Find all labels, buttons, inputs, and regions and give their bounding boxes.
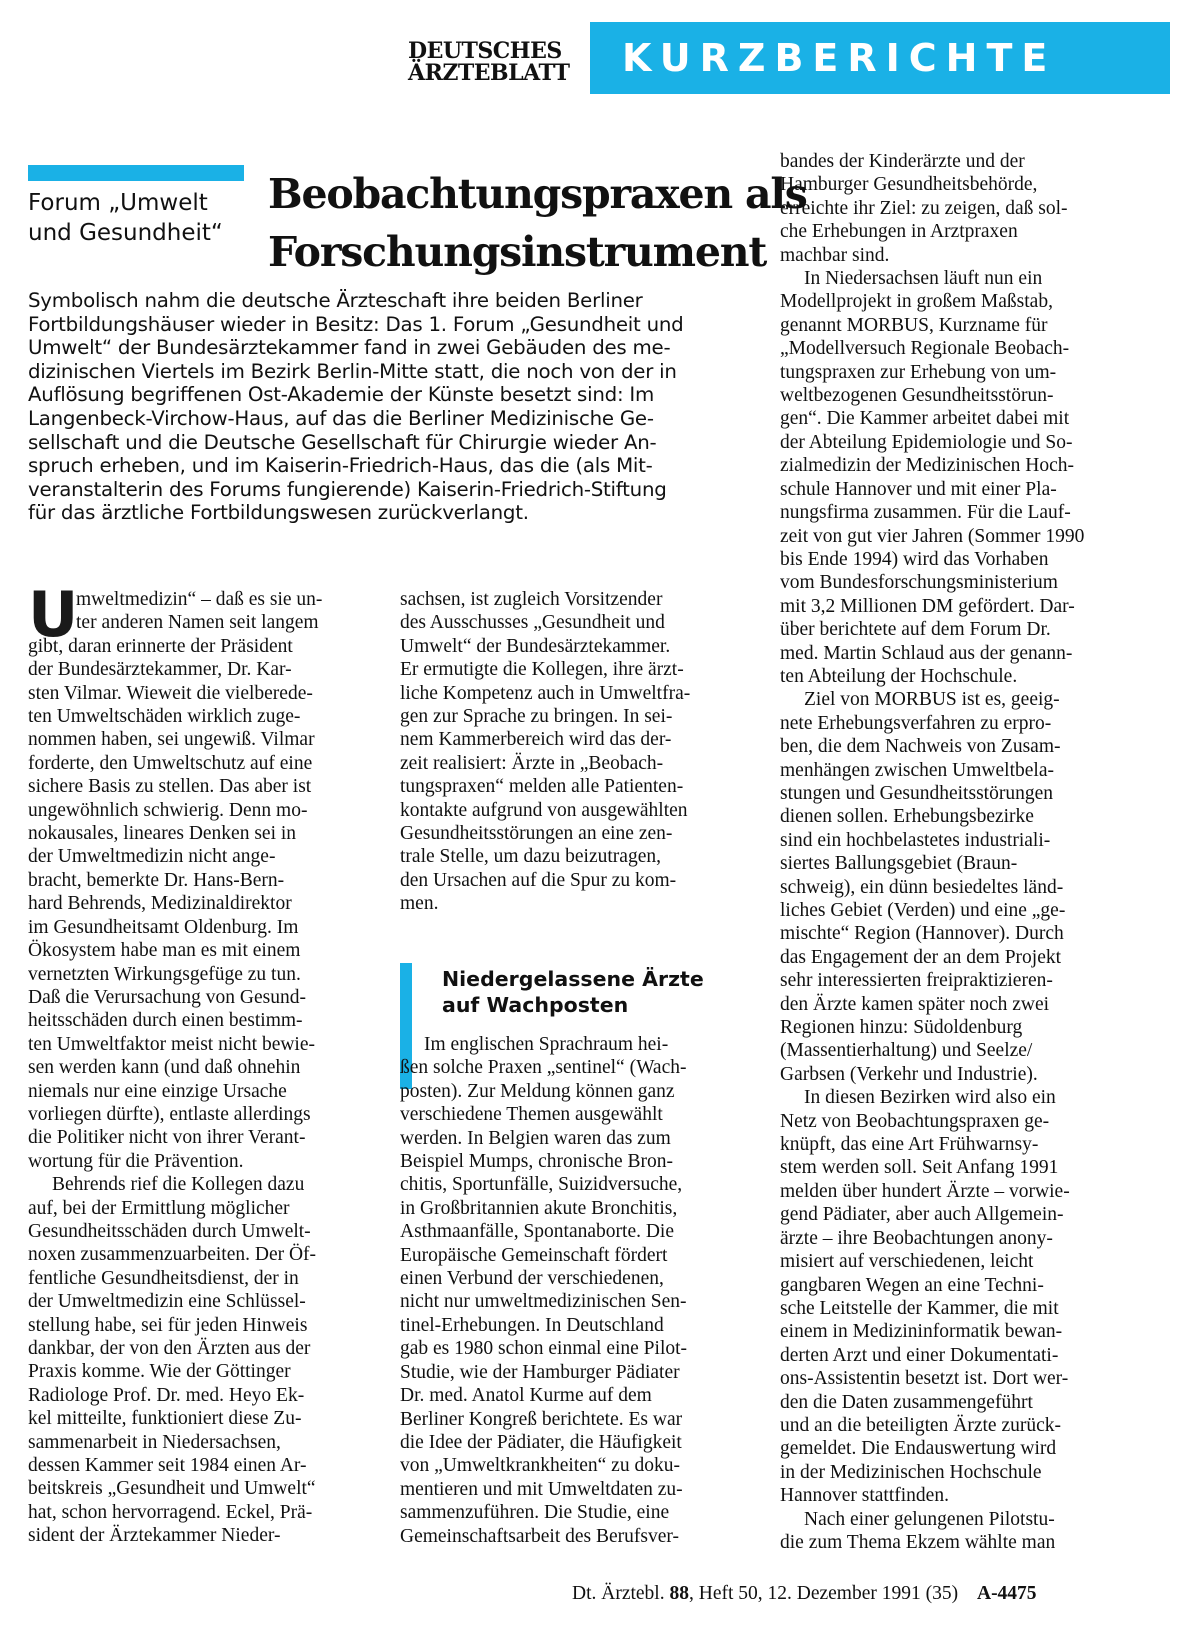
text-line: heitsschäden durch einen bestimm- xyxy=(28,1010,303,1032)
text-line: gab es 1980 schon einmal eine Pilot- xyxy=(400,1338,688,1360)
text-line: schweig), ein dünn besiedeltes länd- xyxy=(780,876,1064,898)
text-line: über berichtete auf dem Forum Dr. xyxy=(780,619,1051,641)
text-line: Beispiel Mumps, chronische Bron- xyxy=(400,1151,673,1173)
text-line: menhängen zwischen Umweltbela- xyxy=(780,759,1054,781)
forum-label xyxy=(28,188,258,248)
lead-paragraph xyxy=(28,289,758,525)
text-line: med. Martin Schlaud aus der genann- xyxy=(780,642,1073,664)
lead-line: sellschaft und die Deutsche Gesellschaft für Chirurgie wieder An- xyxy=(28,430,657,454)
text-line: stellung habe, sei für jeden Hinweis xyxy=(28,1314,308,1336)
lead-line: spruch erheben, und im Kaiserin-Friedrich-Haus, das die (als Mit- xyxy=(28,454,653,478)
forum-accent-bar xyxy=(28,165,244,181)
text-line: derten Arzt und einer Dokumentati- xyxy=(780,1344,1059,1366)
lead-line: dizinischen Viertels im Bezirk Berlin-Mitte statt, die noch von der in xyxy=(28,359,677,383)
text-line: erreichte ihr Ziel: zu zeigen, daß sol- xyxy=(780,197,1068,219)
text-line: mit 3,2 Millionen DM gefördert. Dar- xyxy=(780,595,1075,617)
text-line: knüpft, das eine Art Frühwarnsy- xyxy=(780,1134,1039,1156)
footer-journal: Dt. Ärztebl. xyxy=(572,1583,665,1604)
text-line: Praxis komme. Wie der Göttinger xyxy=(28,1361,291,1383)
text-line: Modellprojekt in großem Maßstab, xyxy=(780,291,1053,313)
text-line: weltbezogenen Gesundheitsstörun- xyxy=(780,385,1054,407)
text-line: trale Stelle, um dazu beizutragen, xyxy=(400,846,661,868)
text-line: stem werden soll. Seit Anfang 1991 xyxy=(780,1157,1059,1179)
text-line: einen Verbund der verschiedenen, xyxy=(400,1268,664,1290)
subheading-line-2: auf Wachposten xyxy=(442,993,629,1017)
text-line: bracht, bemerkte Dr. Hans-Bern- xyxy=(28,869,285,891)
text-line: forderte, den Umweltschutz auf eine xyxy=(28,752,313,774)
page-footer xyxy=(572,1583,1152,1605)
text-line: nem Kammerbereich wird das der- xyxy=(400,729,672,751)
text-line: ten Umweltfaktor meist nicht bewie- xyxy=(28,1033,315,1055)
text-line: kontakte aufgrund von ausgewählten xyxy=(400,799,688,821)
text-line: Ziel von MORBUS ist es, geeig- xyxy=(804,689,1060,711)
text-line: zialmedizin der Medizinischen Hoch- xyxy=(780,455,1075,477)
text-line: kel mitteilte, funktioniert diese Zu- xyxy=(28,1408,302,1430)
text-line: Gesundheitsstörungen an eine zen- xyxy=(400,823,673,845)
text-line: die Politiker nicht von ihrer Verant- xyxy=(28,1127,306,1149)
text-line: den Ursachen auf die Spur zu kom- xyxy=(400,869,677,891)
text-line: bis Ende 1994) wird das Vorhaben xyxy=(780,548,1049,570)
text-line: Asthmaanfälle, Spontanaborte. Die xyxy=(400,1221,674,1243)
text-line: liche Kompetenz auch in Umweltfra- xyxy=(400,682,691,704)
text-line: Garbsen (Verkehr und Industrie). xyxy=(780,1063,1038,1085)
text-line: posten). Zur Meldung können ganz xyxy=(400,1080,675,1102)
footer-volume: 88 xyxy=(669,1583,689,1604)
subheading xyxy=(442,966,742,1018)
lead-line: Symbolisch nahm die deutsche Ärzteschaft ihre beiden Berliner xyxy=(28,289,643,312)
text-line: mentieren und mit Umweltdaten zu- xyxy=(400,1478,683,1500)
text-line: werden. In Belgien waren das zum xyxy=(400,1127,671,1149)
text-line: gibt, daran erinnerte der Präsident xyxy=(28,635,293,657)
article-headline xyxy=(268,165,807,281)
text-line: mischte“ Region (Hannover). Durch xyxy=(780,923,1064,945)
text-line: der Bundesärztekammer, Dr. Kar- xyxy=(28,659,292,681)
text-line: verschiedene Themen ausgewählt xyxy=(400,1104,663,1126)
headline-line-2: Forschungsinstrument xyxy=(268,228,767,276)
text-line: tungspraxen zur Erhebung von um- xyxy=(780,361,1057,383)
text-line: Umwelt“ der Bundesärztekammer. xyxy=(400,635,671,657)
lead-line: für das ärztliche Fortbildungswesen zurückverlangt. xyxy=(28,501,529,525)
text-line: sehr interessierten freipraktizieren- xyxy=(780,970,1053,992)
text-line: nokausales, lineares Denken sei in xyxy=(28,823,297,845)
text-line: (Massentierhaltung) und Seelze/ xyxy=(780,1040,1033,1062)
text-line: Berliner Kongreß berichtete. Es war xyxy=(400,1408,683,1430)
masthead-line-1: DEUTSCHES xyxy=(408,38,562,64)
text-line: tungspraxen“ melden alle Patienten- xyxy=(400,776,684,798)
text-line: zeit realisiert: Ärzte in „Beobach- xyxy=(400,752,664,774)
text-line: sammenarbeit in Niedersachsen, xyxy=(28,1431,281,1453)
text-line: Gemeinschaftsarbeit des Berufsver- xyxy=(400,1525,679,1547)
text-line: men. xyxy=(400,893,439,915)
lead-line: veranstalterin des Forums fungierende) Kaiserin-Friedrich-Stiftung xyxy=(28,477,667,501)
text-line: sachsen, ist zugleich Vorsitzender xyxy=(400,589,663,610)
text-line: nungsfirma zusammen. Für die Lauf- xyxy=(780,502,1071,524)
text-line: und an die beteiligten Ärzte zurück- xyxy=(780,1414,1062,1436)
text-line: das Engagement der an dem Projekt xyxy=(780,946,1062,968)
text-line: Nach einer gelungenen Pilotstu- xyxy=(804,1508,1055,1530)
text-line: der Umweltmedizin eine Schlüssel- xyxy=(28,1291,306,1313)
text-line: fentliche Gesundheitsdienst, der in xyxy=(28,1267,299,1289)
text-line: Gesundheitsschäden durch Umwelt- xyxy=(28,1220,311,1242)
text-line: vorliegen dürfte), entlaste allerdings xyxy=(28,1103,311,1125)
text-line: einem in Medizininformatik bewan- xyxy=(780,1321,1063,1343)
journal-masthead xyxy=(408,40,583,92)
text-line: Hamburger Gesundheitsbehörde, xyxy=(780,174,1038,196)
text-line: ben, die dem Nachweis von Zusam- xyxy=(780,736,1061,758)
text-line: chitis, Sportunfälle, Suizidversuche, xyxy=(400,1174,683,1196)
text-line: che Erhebungen in Arztpraxen xyxy=(780,221,1018,243)
masthead-line-2: ÄRZTEBLATT xyxy=(408,60,570,86)
text-line: vom Bundesforschungsministerium xyxy=(780,572,1058,594)
text-line: ons-Assistentin besetzt ist. Dort wer- xyxy=(780,1368,1069,1390)
text-line: Studie, wie der Hamburger Pädiater xyxy=(400,1361,680,1383)
text-line: sen werden kann (und daß ohnehin xyxy=(28,1057,301,1079)
text-line: sammenzuführen. Die Studie, eine xyxy=(400,1502,670,1524)
lead-line: Fortbildungshäuser wieder in Besitz: Das 1. Forum „Gesundheit und xyxy=(28,312,684,336)
subheading-line-1: Niedergelassene Ärzte xyxy=(442,967,704,991)
footer-page-number: A-4475 xyxy=(976,1583,1037,1604)
text-line: ungewöhnlich schwierig. Denn mo- xyxy=(28,799,308,821)
text-line: niemals nur eine einzige Ursache xyxy=(28,1080,287,1102)
text-line: des Ausschusses „Gesundheit und xyxy=(400,612,665,634)
forum-label-line-2: und Gesundheit“ xyxy=(28,220,223,246)
text-line: Behrends rief die Kollegen dazu xyxy=(52,1174,305,1196)
text-line: hat, schon hervorragend. Eckel, Prä- xyxy=(28,1501,313,1523)
text-line: Regionen hinzu: Südoldenburg xyxy=(780,1017,1023,1039)
text-line: zeit von gut vier Jahren (Sommer 1990 xyxy=(780,525,1085,547)
column-2-top xyxy=(400,588,745,916)
text-line: tinel-Erhebungen. In Deutschland xyxy=(400,1314,664,1336)
text-line: Daß die Verursachung von Gesund- xyxy=(28,986,306,1008)
text-line: Ökosystem habe man es mit einem xyxy=(28,940,301,962)
text-line: genannt MORBUS, Kurzname für xyxy=(780,314,1048,336)
text-line: ärzte – ihre Beobachtungen anony- xyxy=(780,1227,1053,1249)
text-line: siertes Ballungsgebiet (Braun- xyxy=(780,853,1018,875)
text-line: sind ein hochbelastetes industriali- xyxy=(780,829,1051,851)
text-line: Europäische Gemeinschaft fördert xyxy=(400,1244,668,1266)
text-line: misiert auf verschiedenen, leicht xyxy=(780,1251,1034,1273)
column-3 xyxy=(780,150,1120,1554)
text-line: die Idee der Pädiater, die Häufigkeit xyxy=(400,1431,682,1453)
text-line: sche Leitstelle der Kammer, die mit xyxy=(780,1297,1059,1319)
text-line: gangbaren Wegen an eine Techni- xyxy=(780,1274,1044,1296)
text-line: gemeldet. Die Endauswertung wird xyxy=(780,1438,1057,1460)
text-line: noxen zusammenzuarbeiten. Der Öf- xyxy=(28,1244,317,1266)
text-line: Netz von Beobachtungspraxen ge- xyxy=(780,1110,1050,1132)
text-line: liches Gebiet (Verden) und eine „ge- xyxy=(780,900,1066,921)
drop-cap: U xyxy=(28,578,79,651)
text-line: dienen sollen. Erhebungsbezirke xyxy=(780,806,1034,828)
text-line: stungen und Gesundheitsstörungen xyxy=(780,782,1053,804)
text-line: „Modellversuch Regionale Beobach- xyxy=(780,338,1070,360)
text-line: sten Vilmar. Wieweit die vielberede- xyxy=(28,682,313,704)
text-line: Im englischen Sprachraum hei- xyxy=(424,1034,669,1055)
text-line: gend Pädiater, aber auch Allgemein- xyxy=(780,1204,1064,1226)
text-line: im Gesundheitsamt Oldenburg. Im xyxy=(28,916,299,938)
text-line: in der Medizinischen Hochschule xyxy=(780,1461,1042,1483)
text-line: mweltmedizin“ – daß es sie un- xyxy=(76,589,323,610)
text-line: bandes der Kinderärzte und der xyxy=(780,151,1025,172)
text-line: Dr. med. Anatol Kurme auf dem xyxy=(400,1385,652,1407)
text-line: dessen Kammer seit 1984 einen Ar- xyxy=(28,1455,307,1477)
text-line: nete Erhebungsverfahren zu erpro- xyxy=(780,712,1052,734)
text-line: In diesen Bezirken wird also ein xyxy=(804,1087,1056,1109)
text-line: Er ermutigte die Kollegen, ihre ärzt- xyxy=(400,659,684,681)
lead-line: Umwelt“ der Bundesärztekammer fand in zwei Gebäuden des me- xyxy=(28,336,671,360)
text-line: der Umweltmedizin nicht ange- xyxy=(28,846,276,868)
text-line: Hannover stattfinden. xyxy=(780,1485,949,1507)
lead-line: Auflösung begriffenen Ost-Akademie der Künste besetzt sind: Im xyxy=(28,383,655,407)
text-line: dankbar, der von den Ärzten aus der xyxy=(28,1338,311,1359)
text-line: melden über hundert Ärzte – vorwie- xyxy=(780,1180,1070,1202)
text-line: sichere Basis zu stellen. Das aber ist xyxy=(28,776,312,798)
text-line: ten Umweltschäden wirklich zuge- xyxy=(28,706,301,728)
footer-issue: , Heft 50, 12. Dezember 1991 (35) xyxy=(688,1583,959,1604)
text-line: ter anderen Namen seit langem xyxy=(76,612,319,634)
text-line: von „Umweltkrankheiten“ zu doku- xyxy=(400,1455,680,1477)
text-line: hard Behrends, Medizinaldirektor xyxy=(28,893,292,915)
text-line: schule Hannover und mit einer Pla- xyxy=(780,478,1057,500)
text-line: gen zur Sprache zu bringen. In sei- xyxy=(400,706,673,728)
forum-label-line-1: Forum „Umwelt xyxy=(28,190,208,216)
headline-line-1: Beobachtungspraxen als xyxy=(268,170,807,218)
text-line: den die Daten zusammengeführt xyxy=(780,1391,1033,1413)
text-line: ten Abteilung der Hochschule. xyxy=(780,665,1018,687)
text-line: der Abteilung Epidemiologie und So- xyxy=(780,431,1073,453)
text-line: vernetzten Wirkungsgefüge zu tun. xyxy=(28,963,301,985)
text-line: In Niedersachsen läuft nun ein xyxy=(804,268,1043,290)
lead-line: Langenbeck-Virchow-Haus, auf das die Berliner Medizinische Ge- xyxy=(28,406,654,430)
text-line: auf, bei der Ermittlung möglicher xyxy=(28,1197,290,1219)
text-line: in Großbritannien akute Bronchitis, xyxy=(400,1197,678,1219)
text-line: ßen solche Praxen „sentinel“ (Wach- xyxy=(400,1057,687,1079)
section-banner: KURZBERICHTE xyxy=(590,22,1170,94)
text-line: Radiologe Prof. Dr. med. Heyo Ek- xyxy=(28,1384,305,1406)
text-line: sident der Ärztekammer Nieder- xyxy=(28,1525,281,1547)
text-line: die zum Thema Ekzem wählte man xyxy=(780,1531,1056,1553)
column-2-bottom xyxy=(400,1033,745,1548)
text-line: wortung für die Prävention. xyxy=(28,1150,244,1172)
text-line: beitskreis „Gesundheit und Umwelt“ xyxy=(28,1478,316,1500)
column-1 xyxy=(28,578,373,1548)
text-line: machbar sind. xyxy=(780,244,890,266)
text-line: nicht nur umweltmedizinischen Sen- xyxy=(400,1291,687,1313)
text-line: nommen haben, sei ungewiß. Vilmar xyxy=(28,729,315,751)
text-line: den Ärzte kamen später noch zwei xyxy=(780,993,1050,1015)
text-line: gen“. Die Kammer arbeitet dabei mit xyxy=(780,408,1070,430)
